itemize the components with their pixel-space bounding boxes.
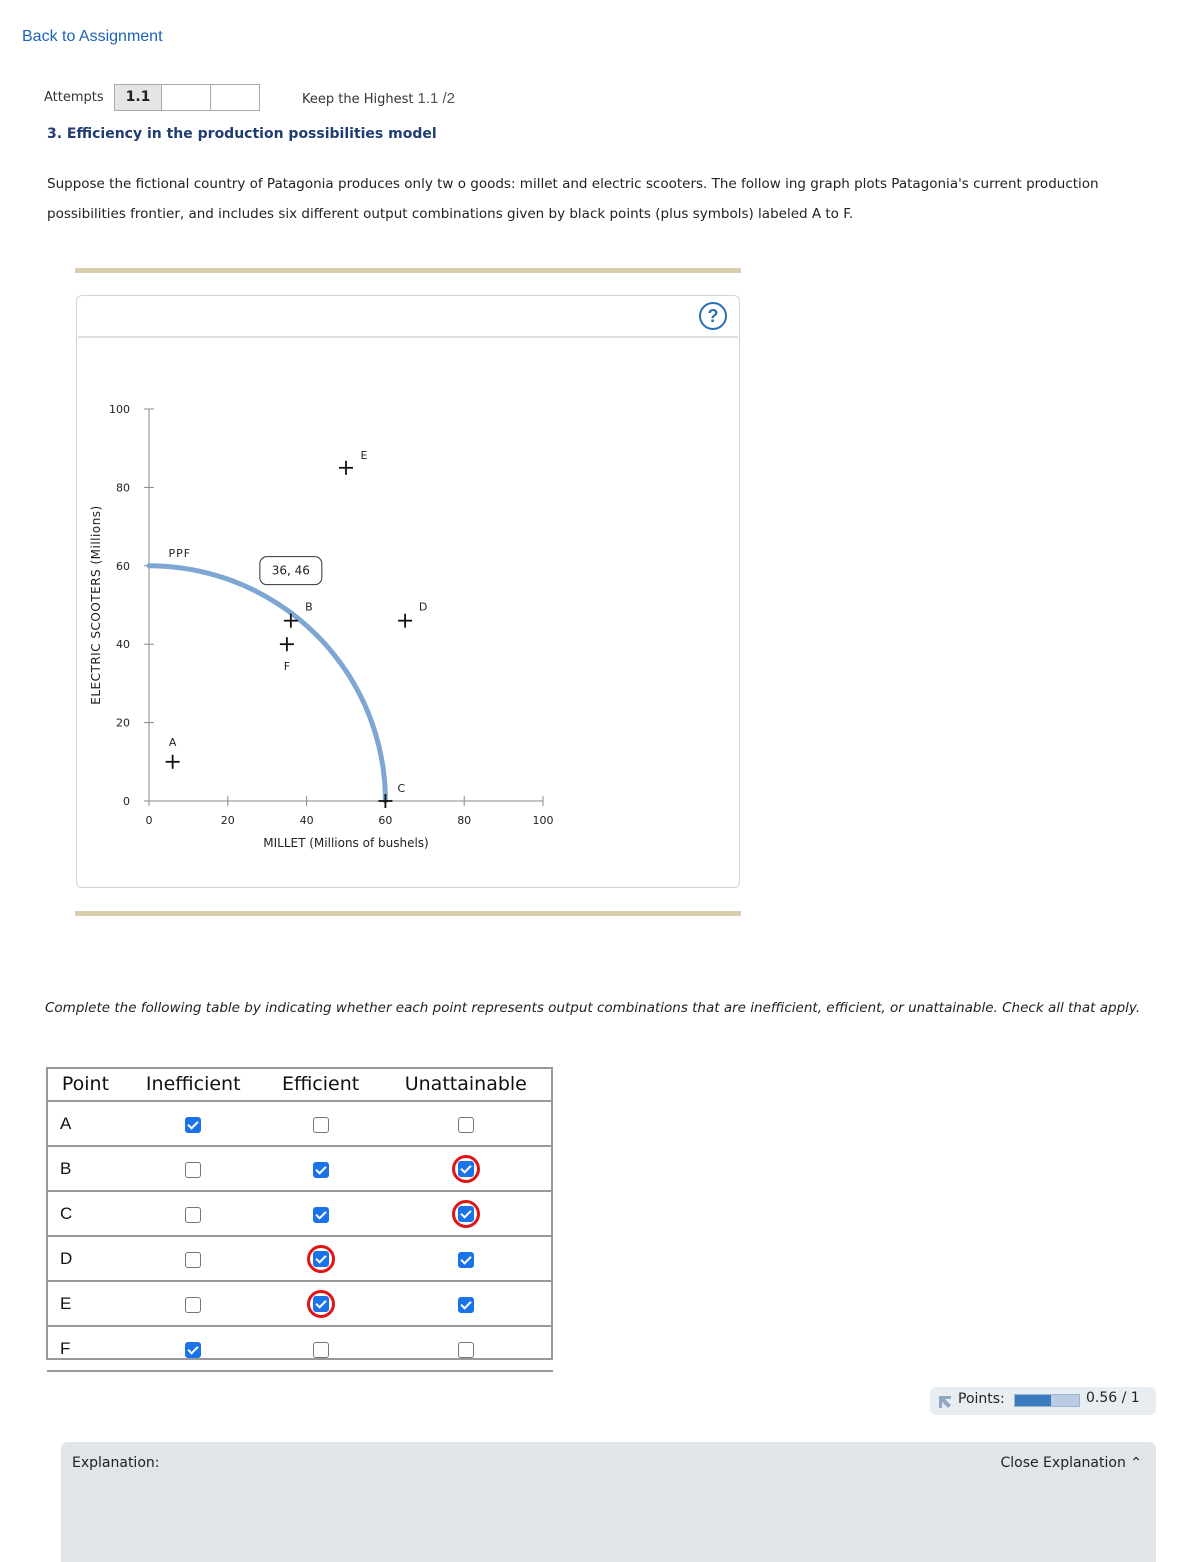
table-row [47,1146,553,1191]
efficient-cell [263,1281,379,1326]
inefficient-checkbox[interactable] [185,1207,201,1223]
efficient-cell [263,1146,379,1191]
y-tick-label: 80 [116,481,130,495]
x-tick-label: 20 [220,814,235,827]
table-instructions: Complete the following table by indicating whether each point represents output combinations that are inefficient, efficient, or unattainable. Check all that apply. [45,1000,1141,1016]
attempt-3-slot [211,84,260,111]
inefficient-checkbox[interactable] [185,1117,201,1133]
inefficient-cell [124,1326,263,1371]
points-value: 0.56 / 1 [1086,1390,1140,1406]
unattainable-checkbox[interactable] [458,1342,474,1358]
attempt-2-slot [162,84,211,111]
points-label: Points: [958,1391,1005,1407]
efficient-checkbox[interactable] [313,1117,329,1133]
unattainable-checkbox[interactable] [458,1252,474,1268]
x-tick-label: 0 [145,814,153,827]
graph-bottom-divider [75,911,741,916]
inefficient-checkbox[interactable] [185,1342,201,1358]
table-row [47,1191,553,1236]
incorrect-answer-marker [452,1155,480,1183]
unattainable-checkbox[interactable] [458,1161,474,1177]
points-progress-bar [1014,1394,1080,1407]
question-intro: Suppose the fictional country of Patagonia produces only tw o goods: millet and electric scooters. The follow ing graph plots Patagonia's current production possibilities frontier, and includes six different output combinations given by black points (plus symbols) labeled A to F. [47,176,1099,222]
unattainable-cell [379,1146,553,1191]
incorrect-answer-marker [307,1245,335,1273]
attempt-1-score: 1.1 [114,84,162,111]
inefficient-cell [124,1101,263,1146]
point-label: B [305,600,313,614]
point-label: F [283,660,291,674]
table-row [47,1101,553,1146]
y-tick-label: 40 [116,638,130,652]
point-a-marker[interactable] [166,736,180,769]
question-title: 3. Efficiency in the production possibilities model [47,126,437,142]
point-cell: B [47,1146,124,1191]
unattainable-checkbox[interactable] [458,1117,474,1133]
x-axis-title: MILLET (Millions of bushels) [263,836,429,850]
table-row [47,1236,553,1281]
inefficient-cell [124,1281,263,1326]
inefficient-checkbox[interactable] [185,1297,201,1313]
efficient-cell [263,1101,379,1146]
unattainable-checkbox[interactable] [458,1206,474,1222]
point-cell: E [47,1281,124,1326]
point-label: A [168,735,177,749]
chevron-up-icon: ⌃ [1130,1455,1142,1471]
explanation-panel [61,1442,1156,1562]
points-progress-fill [1015,1395,1051,1406]
point-label: D [418,600,428,614]
unattainable-cell [379,1326,553,1371]
point-cell: F [47,1326,124,1371]
inefficient-cell [124,1236,263,1281]
point-cell: C [47,1191,124,1236]
unattainable-cell [379,1101,553,1146]
x-tick-label: 80 [457,814,472,827]
close-explanation-button[interactable] [1000,1455,1142,1471]
unattainable-cell [379,1191,553,1236]
point-d-marker[interactable] [398,601,427,628]
efficient-cell [263,1326,379,1371]
point-e-marker[interactable] [339,449,368,475]
svg-text:?: ? [707,306,719,326]
y-tick-label: 0 [123,795,130,808]
tooltip-text: 36, 46 [271,563,310,578]
keep-highest-text: Keep the Highest [302,92,414,107]
y-tick-label: 60 [116,559,130,573]
explanation-label: Explanation: [72,1455,160,1471]
classification-table [47,1068,553,1372]
ppf-chart [76,340,740,880]
point-cell: D [47,1236,124,1281]
chart-axes [109,403,554,827]
incorrect-answer-marker [452,1200,480,1228]
incorrect-answer-marker [307,1290,335,1318]
header-point: Point [47,1068,124,1101]
attempts-label: Attempts [44,90,104,105]
point-b-marker[interactable] [284,601,313,628]
table-row [47,1281,553,1326]
question-circle-icon[interactable] [698,301,728,331]
point-tooltip [260,557,322,585]
efficient-checkbox[interactable] [313,1296,329,1312]
y-tick-label: 100 [109,403,130,416]
unattainable-cell [379,1281,553,1326]
inefficient-cell [124,1146,263,1191]
efficient-cell [263,1236,379,1281]
table-header-row [47,1068,553,1101]
header-unattainable: Unattainable [379,1068,553,1101]
efficient-checkbox[interactable] [313,1251,329,1267]
header-efficient: Efficient [263,1068,379,1101]
point-label: C [397,782,406,795]
graph-top-divider [75,268,741,273]
close-explanation-label: Close Explanation [1000,1455,1126,1471]
keep-highest-score: 1.1 /2 [417,90,456,107]
y-tick-label: 20 [116,716,130,730]
keep-highest-label [302,90,455,107]
unattainable-cell [379,1236,553,1281]
y-axis-title: ELECTRIC SCOOTERS (Millions) [89,505,103,705]
graph-header-divider [78,336,738,338]
x-tick-label: 100 [532,814,554,827]
x-tick-label: 60 [378,814,393,827]
header-inefficient: Inefficient [124,1068,263,1101]
inefficient-checkbox[interactable] [185,1162,201,1178]
back-to-assignment-link[interactable]: Back to Assignment [22,28,163,45]
table-row [47,1326,553,1371]
ppf-curve[interactable] [149,563,385,801]
point-f-marker[interactable] [280,637,294,673]
efficient-checkbox[interactable] [313,1342,329,1358]
point-label: E [360,448,368,462]
unattainable-checkbox[interactable] [458,1297,474,1313]
points-badge [930,1387,1156,1415]
x-tick-label: 40 [299,814,314,827]
inefficient-cell [124,1191,263,1236]
efficient-checkbox[interactable] [313,1207,329,1223]
point-cell: A [47,1101,124,1146]
arrow-corner-icon [938,1395,952,1409]
ppf-label: PPF [168,546,192,560]
efficient-checkbox[interactable] [313,1162,329,1178]
inefficient-checkbox[interactable] [185,1252,201,1268]
efficient-cell [263,1191,379,1236]
